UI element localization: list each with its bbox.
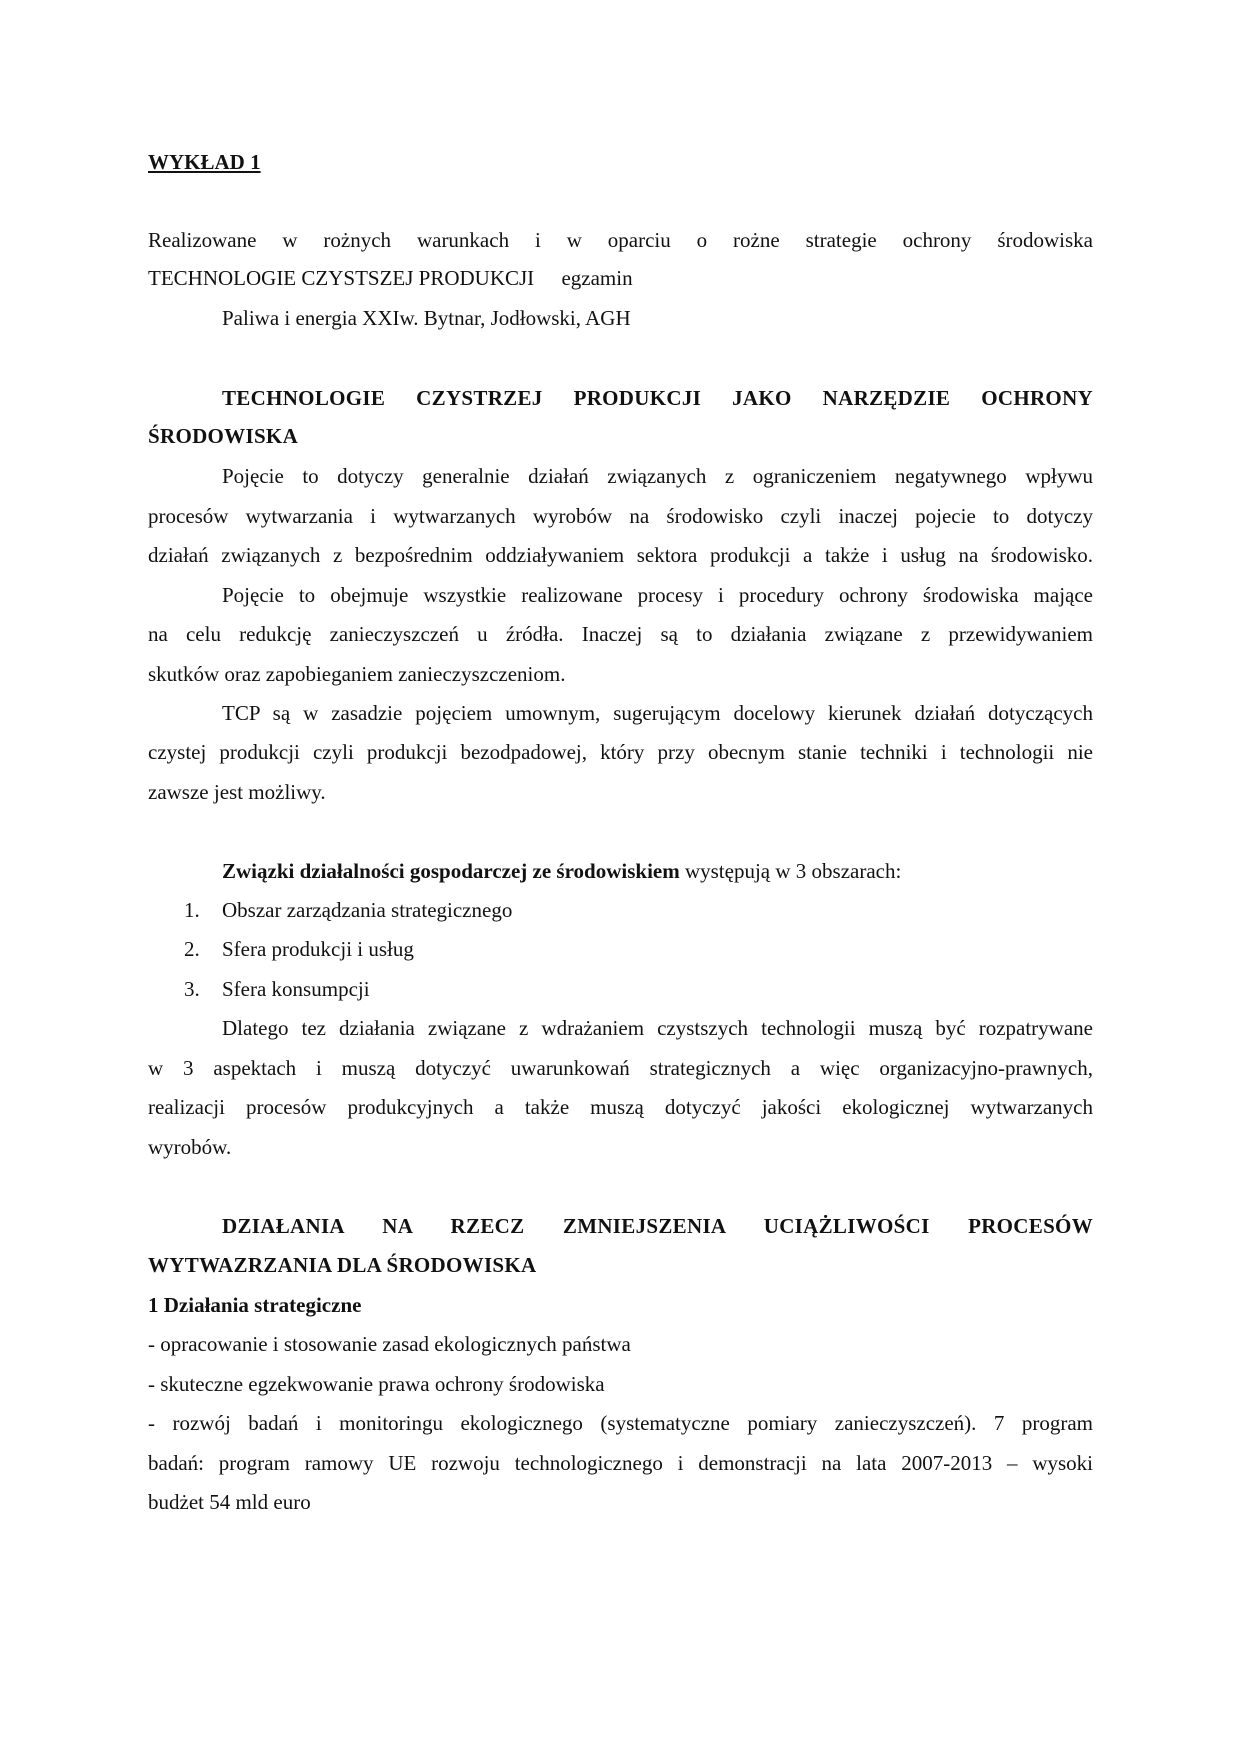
section3-bullet-1: - opracowanie i stosowanie zasad ekologicznych państwa	[148, 1332, 631, 1356]
section1-para2-line-1: Pojęcie to obejmuje wszystkie realizowane procesy i procedury ochrony środowiska mające	[222, 583, 1093, 607]
section1-para1-line-1: Pojęcie to dotyczy generalnie działań związanych z ograniczeniem negatywnego wpływu	[222, 464, 1093, 488]
intro-reference: Paliwa i energia XXIw. Bytnar, Jodłowski, AGH	[222, 306, 631, 330]
section1-para3-line-3: zawsze jest możliwy.	[148, 780, 326, 804]
intro-line-2	[148, 264, 1093, 292]
section1-para3-line-1: TCP są w zasadzie pojęciem umownym, sugerującym docelowy kierunek działań dotyczących	[222, 701, 1093, 725]
section2-para-line-2: w 3 aspektach i muszą dotyczyć uwarunkowań strategicznych a więc organizacyjno-prawnych,	[148, 1056, 1093, 1080]
section1-heading-line-2: ŚRODOWISKA	[148, 424, 299, 448]
section2-lead-bold: Związki działalności gospodarczej ze środowiskiem	[222, 859, 680, 883]
section1-para2-line-2: na celu redukcję zanieczyszczeń u źródła. Inaczej są to działania związane z przewidywaniem	[148, 622, 1093, 646]
lecture-title: WYKŁAD 1	[148, 150, 261, 174]
section3-heading-line-1: DZIAŁANIA NA RZECZ ZMNIEJSZENIA UCIĄŻLIWOŚCI PROCESÓW	[222, 1214, 1093, 1238]
section3-bullet-3-line-2: badań: program ramowy UE rozwoju technologicznego i demonstracji na lata 2007-2013 – wysoki	[148, 1451, 1093, 1475]
section2-para-line-4: wyrobów.	[148, 1135, 232, 1159]
intro-note: egzamin	[561, 266, 633, 290]
intro-line-1: Realizowane w rożnych warunkach i w oparciu o rożne strategie ochrony środowiska	[148, 228, 1093, 252]
section2-para-line-1: Dlatego tez działania związane z wdrażaniem czystszych technologii muszą być rozpatrywane	[222, 1016, 1093, 1040]
section2-lead	[222, 857, 1093, 885]
section2-para-line-3: realizacji procesów produkcyjnych a także muszą dotyczyć jakości ekologicznej wytwarzanych	[148, 1095, 1093, 1119]
section1-para2-line-3: skutków oraz zapobieganiem zanieczyszczeniom.	[148, 662, 566, 686]
section1-heading-line-1: TECHNOLOGIE CZYSTRZEJ PRODUKCJI JAKO NARZĘDZIE OCHRONY	[222, 386, 1093, 410]
section1-para1-line-3: działań związanych z bezpośrednim oddziaływaniem sektora produkcji a także i usług na środowisko.	[148, 543, 1093, 567]
section3-heading-line-2: WYTWAZRZANIA DLA ŚRODOWISKA	[148, 1253, 537, 1277]
list-item-number: 2.	[184, 937, 200, 961]
section1-para1-line-2: procesów wytwarzania i wytwarzanych wyrobów na środowisko czyli inaczej pojecie to dotyczy	[148, 504, 1093, 528]
section3-bullet-3-line-3: budżet 54 mld euro	[148, 1490, 311, 1514]
list-item-text: Sfera produkcji i usług	[222, 937, 414, 961]
list-item-number: 3.	[184, 977, 200, 1001]
section3-bullet-2: - skuteczne egzekwowanie prawa ochrony środowiska	[148, 1372, 605, 1396]
list-item-text: Sfera konsumpcji	[222, 977, 370, 1001]
intro-title: TECHNOLOGIE CZYSTSZEJ PRODUKCJI	[148, 266, 535, 290]
section2-lead-rest: występują w 3 obszarach:	[679, 859, 902, 883]
list-item-text: Obszar zarządzania strategicznego	[222, 898, 513, 922]
section3-bullet-3-line-1: - rozwój badań i monitoringu ekologicznego (systematyczne pomiary zanieczyszczeń). 7 program	[148, 1411, 1093, 1435]
section1-para3-line-2: czystej produkcji czyli produkcji bezodpadowej, który przy obecnym stanie techniki i technologii nie	[148, 740, 1093, 764]
list-item-number: 1.	[184, 898, 200, 922]
section3-subheading: 1 Działania strategiczne	[148, 1293, 362, 1317]
